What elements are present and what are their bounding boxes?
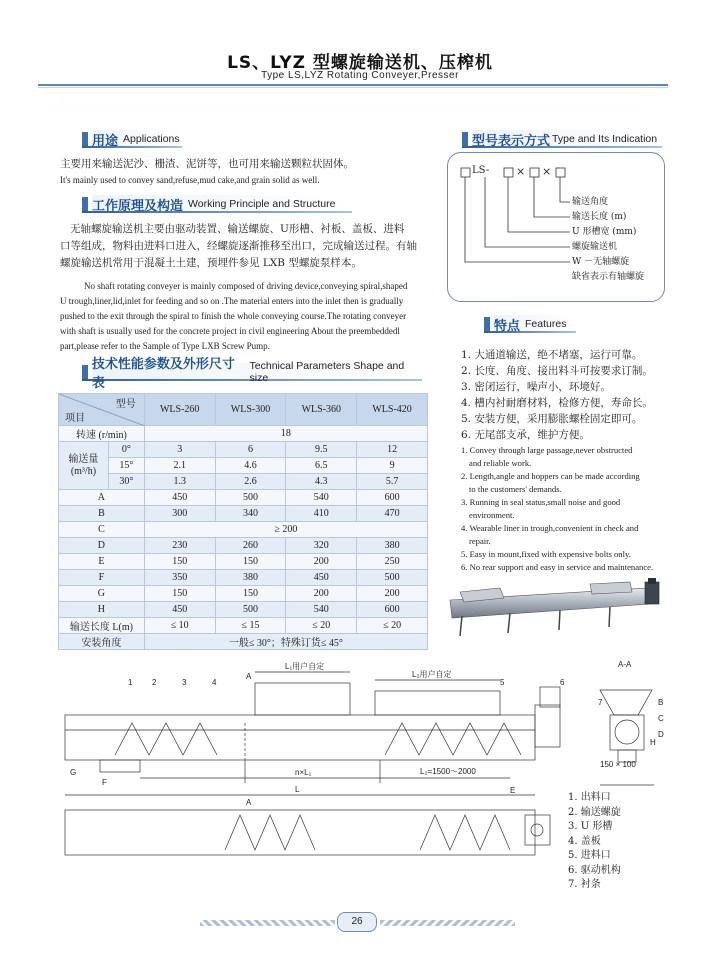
table-cell: D [59, 538, 145, 554]
table-cell: 150 [144, 554, 215, 570]
table-cell: 5.7 [357, 474, 428, 490]
feature-item: 2. 长度、角度、接出料斗可按要求订制。 [461, 365, 653, 377]
principle-text-cn [60, 221, 435, 272]
part-item: 5. 进料口 [568, 850, 611, 861]
capacity-unit: (m³/h) [70, 465, 97, 477]
code-box-icon [530, 168, 539, 177]
feature-item: repair. [469, 536, 491, 546]
table-cell: 500 [215, 490, 286, 506]
table-cell: 300 [144, 506, 215, 522]
table-cell: 250 [357, 554, 428, 570]
dim-label: L₂=1500～2000 [420, 767, 476, 776]
dim-letter: B [658, 698, 664, 707]
model-code-box [447, 152, 665, 302]
principle-en-line: with shaft is usually used for the concrete project in civil engineering About the preembeddedl [60, 326, 400, 336]
table-cell: 3 [144, 442, 215, 458]
table-cell: 150 [215, 586, 286, 602]
leader-line [508, 177, 570, 232]
feature-item: to the customers' demands. [469, 484, 562, 494]
table-cell: 380 [215, 570, 286, 586]
code-label: 缺省表示有轴螺旋 [572, 272, 645, 282]
table-cell: 4.3 [286, 474, 357, 490]
conveyor-photo [440, 578, 670, 640]
spiral-line [420, 815, 510, 850]
callout-number: 6 [560, 678, 565, 687]
table-row [59, 522, 428, 538]
dim-letter: F [102, 778, 107, 787]
feature-item: 6. 无尾部支承，维护方便。 [461, 429, 590, 441]
principle-heading: 工作原理及构造 Working Principle and Structure [82, 195, 352, 213]
principle-cn-line: 螺旋输送机常用于混凝土土建，预埋件参见 LXB 型螺旋泵样本。 [60, 257, 362, 269]
table-cell: 260 [215, 538, 286, 554]
header-divider-light [38, 87, 668, 88]
table-cell: 200 [286, 554, 357, 570]
table-header-cell: WLS-420 [357, 394, 428, 426]
callout-number: 2 [152, 678, 157, 687]
table-cell: 6 [215, 442, 286, 458]
table-cell: 安装角度 [59, 634, 145, 650]
code-prefix: LS- [472, 165, 490, 176]
code-label: 输送角度 [572, 197, 609, 207]
applications-text-en: It's mainly used to convey sand,refuse,mud cake,and grain solid as well. [60, 175, 320, 185]
section-hopper [600, 690, 652, 715]
applications-text-cn: 主要用来输送泥沙、栅渣、泥饼等，也可用来输送颗粒状固体。 [60, 158, 354, 170]
table-cell: ≤ 10 [144, 618, 215, 634]
page-subtitle: Type LS,LYZ Rotating Conveyer,Presser [261, 70, 459, 81]
table-header-cell: WLS-260 [144, 394, 215, 426]
principle-en-line: part,please refer to the Sample of Type LXB Screw Pump. [60, 341, 270, 351]
code-label: U 形槽宽 (mm) [572, 227, 637, 237]
table-cell: 540 [286, 602, 357, 618]
header-divider [38, 84, 668, 86]
dim-letter: G [70, 768, 77, 777]
part-item: 3. U 形槽 [568, 821, 613, 832]
table-cell: 9 [357, 458, 428, 474]
table-cell: ≤ 20 [357, 618, 428, 634]
shaft-icon [531, 824, 543, 836]
inlet-hopper [375, 691, 500, 715]
table-cell: 输送长度 L(m) [59, 618, 145, 634]
table-cell: 1.3 [144, 474, 215, 490]
header-model-label: 型号 [115, 399, 136, 410]
table-cell: 30° [108, 474, 144, 490]
dim-label: L₁用户自定 [285, 662, 325, 671]
table-cell: 2.1 [144, 458, 215, 474]
dim-letter: D [658, 730, 664, 739]
part-item: 7. 衬条 [568, 879, 601, 890]
table-cell: 4.6 [215, 458, 286, 474]
table-cell: 500 [357, 570, 428, 586]
table-cell: 410 [286, 506, 357, 522]
part-item: 1. 出料口 [568, 792, 611, 803]
gearbox [535, 705, 560, 747]
callout-number: 4 [212, 678, 217, 687]
table-cell: E [59, 554, 145, 570]
leader-line [560, 177, 570, 202]
code-times: × [542, 165, 552, 178]
code-label: 输送长度 (m) [572, 212, 627, 222]
table-cell: ≥ 200 [144, 522, 427, 538]
table-cell: 18 [144, 426, 427, 442]
code-label: W －无轴螺旋 [572, 257, 630, 267]
callout-number: 7 [598, 698, 603, 707]
table-row [59, 474, 428, 490]
table-cell: ≤ 15 [215, 618, 286, 634]
parts-list [568, 791, 621, 893]
heading-marker-icon [462, 132, 468, 146]
table-cell: 一般≤ 30°；特殊订货≤ 45° [144, 634, 427, 650]
capacity-label: 输送量 [68, 453, 99, 465]
header-item-label: 项目 [65, 413, 85, 424]
callout-number: 3 [182, 678, 187, 687]
table-cell: 0° [108, 442, 144, 458]
principle-text-en [60, 279, 440, 354]
part-item: 6. 驱动机构 [568, 864, 621, 876]
dim-label: n×L₁ [295, 768, 312, 777]
feature-item: 1. 大通道输送，绝不堵塞，运行可靠。 [461, 349, 643, 361]
discharge-outlet [100, 760, 140, 772]
feature-item: 5. 安装方便，采用膨胀螺栓固定即可。 [461, 413, 643, 425]
dim-letter: H [650, 738, 656, 747]
code-label: 螺旋输送机 [572, 242, 618, 252]
features-heading: 特点 Features [484, 315, 576, 333]
table-cell: F [59, 570, 145, 586]
table-cell: 150 [144, 586, 215, 602]
principle-cn-line: 口等组成，物料由进料口进入，经螺旋逐渐推移至出口，完成输送过程。有轴 [60, 240, 417, 252]
table-header-cell: WLS-300 [215, 394, 286, 426]
table-header-cell: WLS-360 [286, 394, 357, 426]
table-cell: 200 [286, 586, 357, 602]
footer-stripe [380, 920, 515, 926]
principle-en-line: U trough,liner,lid,inlet for feeding and so on .The material enters into the inlet then is gradually [60, 296, 404, 306]
table-cell: 320 [286, 538, 357, 554]
table-row [59, 538, 428, 554]
table-row [59, 490, 428, 506]
table-cell: 600 [357, 490, 428, 506]
table-row [59, 618, 428, 634]
table-row [59, 426, 428, 442]
page-title: LS、LYZ 型螺旋输送机、压榨机 [227, 53, 493, 73]
footer-stripe [200, 920, 335, 926]
feature-item: 5. Easy in mount,fixed with expensive bolts only. [461, 549, 631, 559]
leader-line [534, 177, 570, 217]
feature-item: 4. Wearable liner in trough,convenient in check and [461, 523, 639, 533]
dim-letter: C [658, 714, 664, 723]
feature-item: environment. [469, 510, 515, 520]
section-dims-label: 150 × 100 [600, 760, 636, 769]
table-cell: 500 [215, 602, 286, 618]
section-label: A-A [618, 660, 632, 669]
features-list-en [461, 444, 666, 574]
table-cell: 350 [144, 570, 215, 586]
capacity-label-cell [59, 442, 109, 490]
leader-line [485, 177, 570, 247]
dim-label: L [295, 785, 300, 794]
table-cell: 15° [108, 458, 144, 474]
spiral-line [115, 723, 217, 755]
feature-item: 6. No rear support and easy in service and maintenance. [461, 562, 654, 572]
table-cell: 2.6 [215, 474, 286, 490]
table-row [59, 602, 428, 618]
principle-en-line: No shaft rotating conveyer is mainly composed of driving device,conveying spiral,shaped [84, 281, 408, 291]
table-cell: G [59, 586, 145, 602]
feature-item: 2. Length,angle and hoppers can be made according [461, 471, 640, 481]
table-cell: 150 [215, 554, 286, 570]
table-cell: 转速 (r/min) [59, 426, 145, 442]
dim-letter: A [246, 798, 252, 807]
table-cell: 450 [286, 570, 357, 586]
table-corner-cell [59, 394, 145, 426]
table-row [59, 458, 428, 474]
section-spiral [615, 720, 639, 744]
feature-item: 1. Convey through large passage,never obstructed [461, 445, 633, 455]
table-row [59, 442, 428, 458]
leader-line [465, 177, 570, 262]
table-cell: C [59, 522, 145, 538]
trough-outline [65, 715, 535, 760]
page-number: 26 [337, 912, 377, 932]
table-row [59, 586, 428, 602]
code-times: × [516, 165, 526, 178]
indication-heading: 型号表示方式 Type and Its Indication [462, 130, 662, 148]
table-cell: 230 [144, 538, 215, 554]
callout-number: 5 [500, 678, 505, 687]
table-cell: 340 [215, 506, 286, 522]
table-cell: 600 [357, 602, 428, 618]
heading-marker-icon [82, 132, 88, 146]
dim-label: L₂用户自定 [412, 670, 452, 679]
table-row [59, 506, 428, 522]
callout-number: 1 [128, 678, 133, 687]
spiral-line [225, 815, 315, 850]
cover-plate [255, 683, 350, 715]
applications-heading: 用途 Applications [82, 130, 182, 148]
heading-marker-icon [484, 317, 490, 331]
principle-en-line: pushed to the exit through the spiral to finish the whole conveying course.The rotating conveyer [60, 311, 407, 321]
table-cell: 540 [286, 490, 357, 506]
table-cell: ≤ 20 [286, 618, 357, 634]
code-box-icon [556, 168, 565, 177]
table-cell: 6.5 [286, 458, 357, 474]
table-cell: B [59, 506, 145, 522]
code-box-icon [504, 168, 513, 177]
heading-marker-icon [82, 197, 88, 211]
feature-item: 3. 密闭运行，噪声小，环境好。 [461, 381, 611, 393]
part-item: 2. 输送螺旋 [568, 806, 621, 818]
table-cell: 450 [144, 602, 215, 618]
table-cell: 450 [144, 490, 215, 506]
features-list-cn [461, 347, 653, 443]
drive-plan [525, 815, 550, 845]
feature-item: 4. 槽内衬耐磨材料，检修方便，寿命长。 [461, 397, 653, 409]
dim-letter: A [246, 672, 252, 681]
dim-letter: E [510, 786, 516, 795]
table-cell: 470 [357, 506, 428, 522]
motor [540, 687, 560, 707]
technical-heading: 技术性能参数及外形尺寸表 Technical Parameters Shape and size [82, 363, 422, 381]
code-labels [572, 195, 644, 285]
spiral-line [385, 723, 521, 755]
principle-cn-line: 无轴螺旋输送机主要由驱动装置、输送螺旋、U形槽、衬板、盖板、进料 [70, 223, 405, 235]
table-header-row [59, 394, 428, 426]
table-row [59, 570, 428, 586]
heading-marker-icon [82, 365, 88, 379]
feature-item: 3. Running in seal status,small noise and good [461, 497, 621, 507]
table-cell: 12 [357, 442, 428, 458]
drawing-strokes [65, 672, 654, 855]
table-row [59, 634, 428, 650]
feature-item: and reliable work. [469, 458, 532, 468]
table-cell: 200 [357, 586, 428, 602]
table-row [59, 554, 428, 570]
code-box-icon [461, 168, 470, 177]
table-cell: H [59, 602, 145, 618]
part-item: 4. 盖板 [568, 835, 601, 847]
table-cell: A [59, 490, 145, 506]
table-cell: 380 [357, 538, 428, 554]
technical-parameters-table [58, 393, 428, 650]
table-cell: 9.5 [286, 442, 357, 458]
